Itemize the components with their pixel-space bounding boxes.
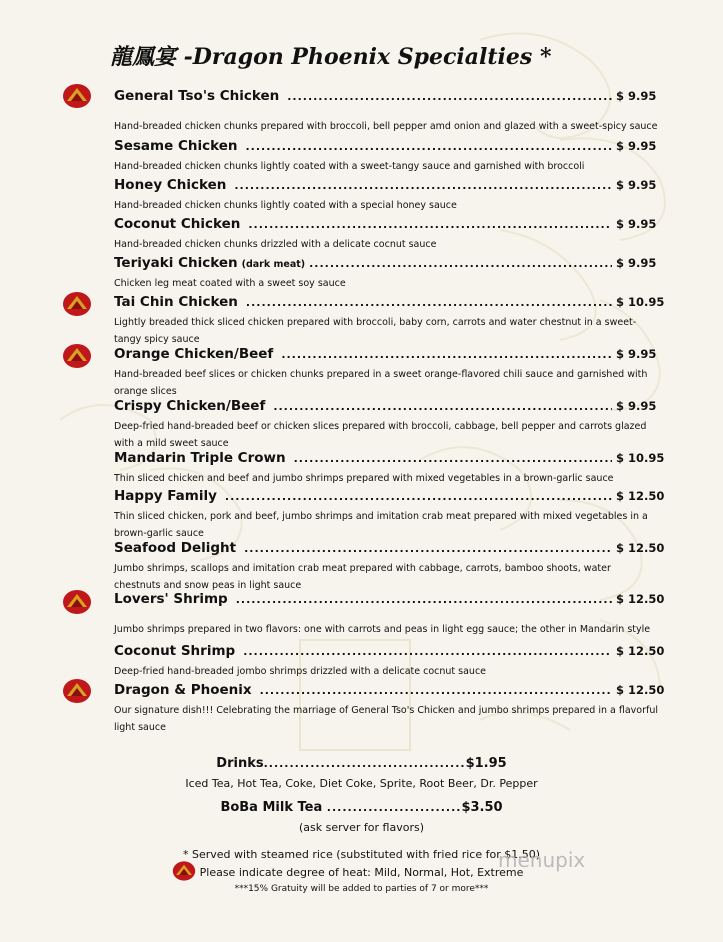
drinks-name: Drinks <box>216 756 264 771</box>
menu-item <box>114 346 664 400</box>
menu-item <box>114 294 664 348</box>
menu-item <box>114 398 664 452</box>
menu-item-leader <box>236 593 612 606</box>
menu-item <box>114 450 664 487</box>
menu-item-name: Tai Chin Chicken <box>114 294 238 310</box>
menu-item-description: Thin sliced chicken and beef and jumbo shrimps prepared with mixed vegetables in a brown-garlic sauce <box>114 473 614 484</box>
menu-item-name: Seafood Delight <box>114 540 237 556</box>
menu-item-name: Happy Family <box>114 488 217 504</box>
menu-item-price: $ 9.95 <box>616 178 657 192</box>
spicy-badge-icon <box>62 589 92 615</box>
menu-item-price: $ 12.50 <box>616 644 665 658</box>
menu-item-header <box>114 255 664 275</box>
menu-item-leader <box>244 542 612 555</box>
menu-item-name: Teriyaki Chicken <box>114 255 238 271</box>
menu-item-leader <box>246 296 612 309</box>
boba-note: (ask server for flavors) <box>298 821 425 834</box>
boba-leader: .......................... <box>326 801 462 814</box>
drinks-leader: ....................................... <box>263 757 466 770</box>
menu-item-price: $ 9.95 <box>616 399 657 413</box>
menu-item-header <box>114 138 664 158</box>
menu-item-description: Jumbo shrimps prepared in two flavors: one with carrots and peas in light egg sauce; the other in Mandarin style <box>114 624 651 635</box>
menu-item-header <box>114 540 664 560</box>
menu-item-leader <box>248 218 612 231</box>
menu-item-leader <box>294 452 612 465</box>
drinks-section <box>0 756 723 790</box>
menu-item-description: Hand-breaded beef slices or chicken chunks prepared in a sweet orange-flavored chili sauce and garnished with orange slices <box>114 369 648 397</box>
menu-item-header <box>114 216 664 236</box>
menu-item-price: $ 12.50 <box>616 489 665 503</box>
menu-item <box>114 138 664 175</box>
menu-item-note: (dark meat) <box>241 259 306 270</box>
menu-item-price: $ 12.50 <box>616 592 665 606</box>
menu-item-leader <box>260 684 612 697</box>
menu-item-name: Crispy Chicken/Beef <box>114 398 266 414</box>
menu-item-leader <box>234 179 612 192</box>
menu-item-price: $ 9.95 <box>616 347 657 361</box>
menu-item-description: Hand-breaded chicken chunks lightly coated with a sweet-tangy sauce and garnished with broccoli <box>114 161 585 172</box>
footer-heat-note: Please indicate degree of heat: Mild, Normal, Hot, Extreme <box>199 866 524 879</box>
menu-item-name: Mandarin Triple Crown <box>114 450 286 466</box>
menu-item <box>114 591 664 638</box>
menu-item-description: Hand-breaded chicken chunks lightly coated with a special honey sauce <box>114 200 457 211</box>
menu-item-price: $ 10.95 <box>616 451 665 465</box>
menu-item <box>114 540 664 594</box>
drinks-list: Iced Tea, Hot Tea, Coke, Diet Coke, Sprite, Root Beer, Dr. Pepper <box>185 777 538 790</box>
menu-item-leader <box>243 645 612 658</box>
spicy-badge-icon <box>62 343 92 369</box>
menu-item-header <box>114 450 664 470</box>
spicy-badge-icon <box>172 860 196 882</box>
menu-item-name: Orange Chicken/Beef <box>114 346 274 362</box>
footer-rice-note: * Served with steamed rice (substituted with fried rice for $1.50) <box>182 848 540 861</box>
menu-item <box>114 177 664 214</box>
menu-item <box>114 88 664 135</box>
menu-item-description: Our signature dish!!! Celebrating the marriage of General Tso's Chicken and jumbo shrimps prepared in a flavorful light sauce <box>114 705 659 733</box>
menu-item-price: $ 9.95 <box>616 256 657 270</box>
menu-item-header <box>114 591 664 611</box>
spicy-badge-icon <box>62 83 92 109</box>
menu-item-leader <box>309 257 612 270</box>
spicy-badge-icon <box>62 678 92 704</box>
menu-item <box>114 682 664 736</box>
menu-item-description: Lightly breaded thick sliced chicken prepared with broccoli, baby corn, carrots and water chestnut in a sweet-tangy spicy sauce <box>114 317 637 345</box>
menu-item-price: $ 9.95 <box>616 89 657 103</box>
menu-item-leader <box>225 490 612 503</box>
menu-item-name: Coconut Chicken <box>114 216 241 232</box>
menu-item-description: Jumbo shrimps, scallops and imitation crab meat prepared with cabbage, carrots, bamboo shoots, water chestnuts and snow peas in light sauce <box>114 563 611 591</box>
menu-item-price: $ 10.95 <box>616 295 665 309</box>
boba-line <box>0 800 723 815</box>
menu-item-description: Hand-breaded chicken chunks prepared with broccoli, bell pepper amd onion and glazed with a sweet-spicy sauce <box>114 121 658 132</box>
menu-item-description: Hand-breaded chicken chunks drizzled with a delicate cocnut sauce <box>114 239 437 250</box>
menu-item-leader <box>287 90 612 103</box>
menu-item-name: Sesame Chicken <box>114 138 238 154</box>
footer-gratuity-note: ***15% Gratuity will be added to parties of 7 or more*** <box>234 884 489 894</box>
menu-item-header <box>114 643 664 663</box>
menu-item-header <box>114 88 664 108</box>
menu-item-name: Dragon & Phoenix <box>114 682 252 698</box>
menu-item <box>114 216 664 253</box>
boba-price: $3.50 <box>461 800 503 815</box>
menu-item <box>114 643 664 680</box>
menu-item-price: $ 12.50 <box>616 683 665 697</box>
menu-item-header <box>114 177 664 197</box>
menu-item-description: Chicken leg meat coated with a sweet soy sauce <box>114 278 346 289</box>
menu-item <box>114 255 664 292</box>
menupix-watermark: menupix <box>498 848 586 872</box>
menu-item-name: General Tso's Chicken <box>114 88 280 104</box>
menu-item-description: Thin sliced chicken, pork and beef, jumbo shrimps and imitation crab meat prepared with mixed vegetables in a brown-garlic sauce <box>114 511 648 539</box>
menu-item-leader <box>281 348 612 361</box>
menu-item-header <box>114 682 664 702</box>
menu-item-name: Coconut Shrimp <box>114 643 236 659</box>
menu-item-header <box>114 294 664 314</box>
boba-section <box>0 800 723 834</box>
menu-item-header <box>114 346 664 366</box>
menu-item-header <box>114 488 664 508</box>
menu-item-description: Deep-fried hand-breaded beef or chicken slices prepared with broccoli, cabbage, bell pepper and carrots glazed with a mild sweet sauce <box>114 421 647 449</box>
menu-item-description: Deep-fried hand-breaded jombo shrimps drizzled with a delicate cocnut sauce <box>114 666 487 677</box>
menu-item-leader <box>273 400 612 413</box>
menu-item-price: $ 9.95 <box>616 217 657 231</box>
spicy-badge-icon <box>62 291 92 317</box>
menu-item <box>114 488 664 542</box>
drinks-line <box>0 756 723 771</box>
page-title: 龍鳳宴 -Dragon Phoenix Specialties * <box>110 44 552 70</box>
menu-item-price: $ 12.50 <box>616 541 665 555</box>
menu-item-name: Lovers' Shrimp <box>114 591 228 607</box>
menu-item-leader <box>245 140 612 153</box>
menu-item-price: $ 9.95 <box>616 139 657 153</box>
menu-item-header <box>114 398 664 418</box>
boba-name: BoBa Milk Tea <box>220 800 323 815</box>
drinks-price: $1.95 <box>465 756 507 771</box>
menu-item-name: Honey Chicken <box>114 177 227 193</box>
